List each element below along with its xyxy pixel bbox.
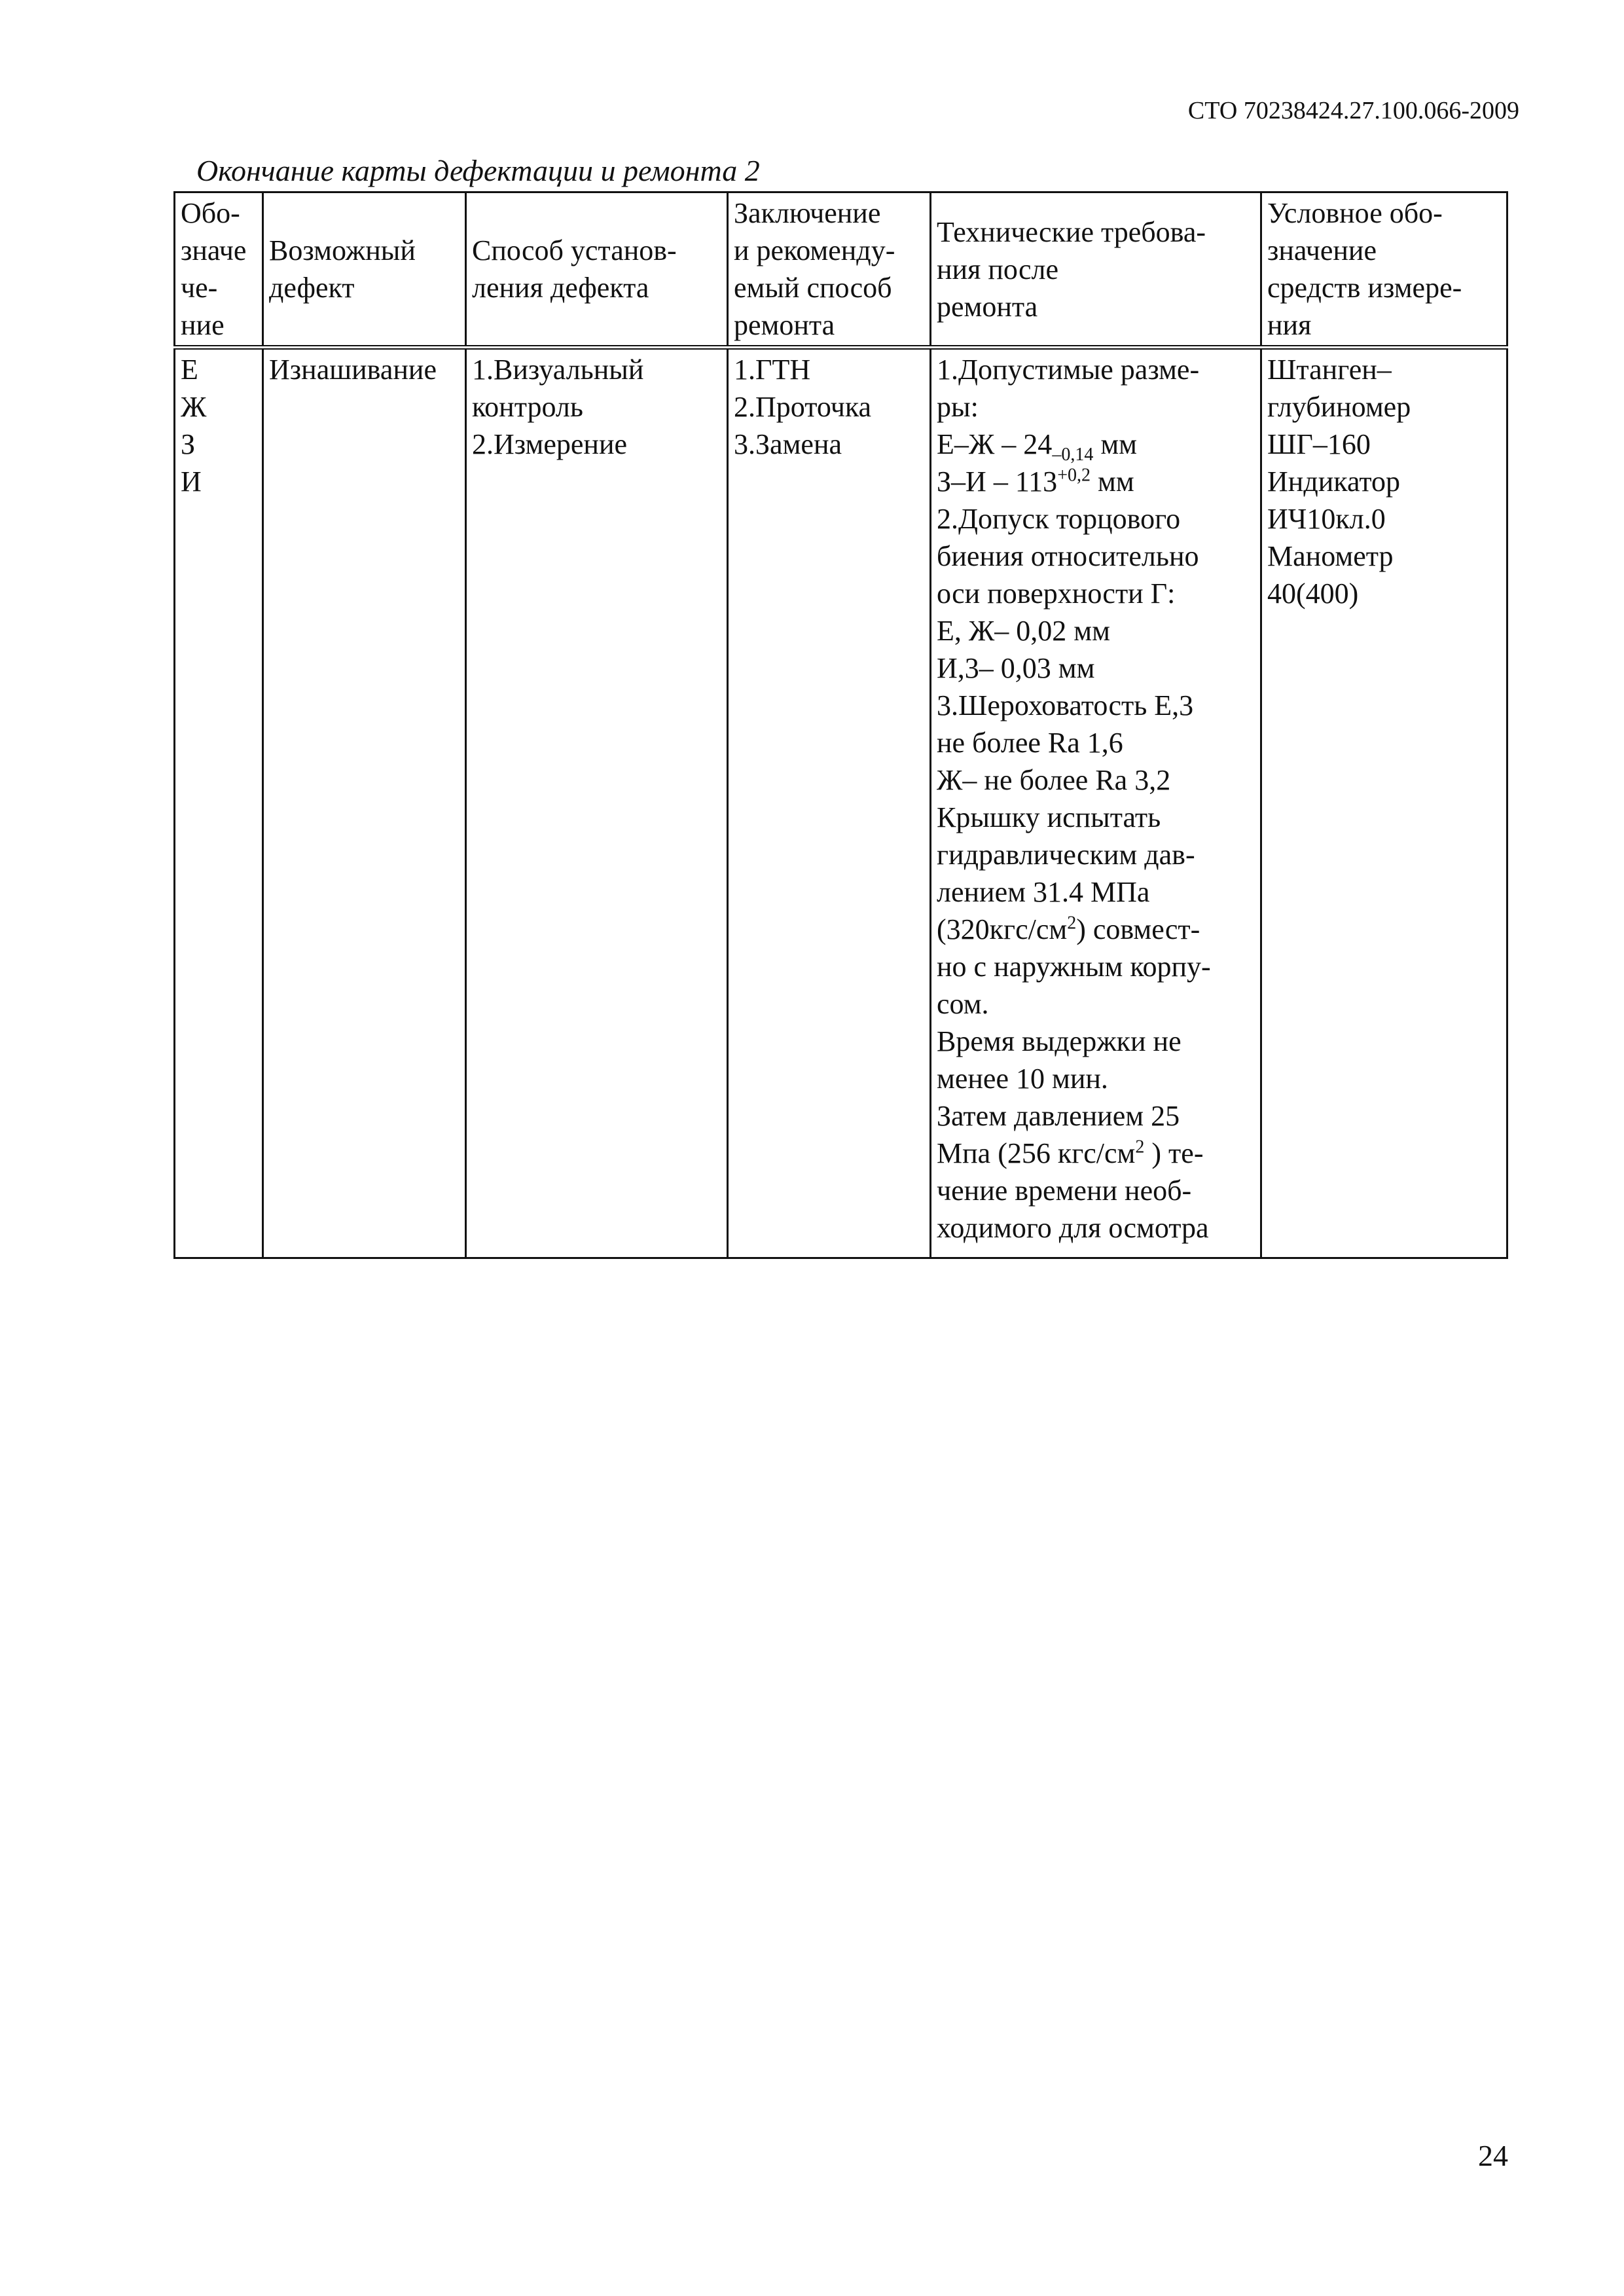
header-line: значение	[1267, 234, 1377, 266]
cell-line: менее 10 мин.	[937, 1063, 1108, 1095]
cell-line: 2.Допуск торцового	[937, 503, 1181, 535]
tolerance-base: З–И – 113	[937, 465, 1058, 498]
document-code: СТО 70238424.27.100.066-2009	[1187, 97, 1519, 124]
text-part: ) совмест-	[1076, 913, 1200, 945]
table-caption: Окончание карты дефектации и ремонта 2	[196, 154, 760, 187]
cell-line: З	[181, 428, 196, 460]
tolerance-upper: +0,2	[1057, 465, 1091, 486]
cell-method	[466, 348, 728, 1258]
cell-line: 1.Допустимые разме-	[937, 354, 1200, 386]
header-line: ления дефекта	[472, 272, 649, 304]
header-measurement-instruments	[1261, 192, 1507, 348]
table-row	[175, 348, 1507, 1258]
header-line: Заключение	[734, 197, 881, 229]
tolerance-base: Е–Ж – 24	[937, 428, 1053, 460]
cell-line: лением 31.4 МПа	[937, 876, 1150, 908]
cell-conclusion	[728, 348, 931, 1258]
superscript: 2	[1135, 1137, 1145, 1157]
cell-line: оси поверхности Г:	[937, 577, 1176, 610]
header-line: Обо-	[181, 197, 240, 229]
cell-line-pressure-unit	[937, 1135, 1255, 1172]
header-line: Условное обо-	[1267, 197, 1443, 229]
cell-line: 3.Шероховатость Е,3	[937, 689, 1194, 721]
cell-line-tolerance-zi	[937, 463, 1255, 500]
cell-line: Манометр	[1267, 540, 1394, 572]
cell-line: И	[181, 465, 202, 498]
header-line: Способ установ-	[472, 234, 677, 266]
cell-line: сом.	[937, 988, 989, 1020]
header-line: и рекоменду-	[734, 234, 895, 266]
cell-line: Затем давлением 25	[937, 1100, 1180, 1132]
header-line: ремонта	[734, 309, 835, 341]
cell-defect	[263, 348, 466, 1258]
cell-line: Ж	[181, 391, 207, 423]
cell-line: 3.Замена	[734, 428, 842, 460]
header-possible-defect	[263, 192, 466, 348]
cell-line: ШГ–160	[1267, 428, 1371, 460]
table-header-row	[175, 192, 1507, 348]
cell-line: Изнашивание	[269, 354, 437, 386]
cell-line: Штанген–	[1267, 354, 1392, 386]
header-detection-method	[466, 192, 728, 348]
header-line: ние	[181, 309, 225, 341]
header-line: че-	[181, 272, 218, 304]
cell-line: не более Ra 1,6	[937, 727, 1123, 759]
text-part: ) те-	[1144, 1137, 1204, 1169]
cell-line: И,3– 0,03 мм	[937, 652, 1095, 684]
cell-line: Е, Ж– 0,02 мм	[937, 615, 1110, 647]
cell-line: Ж– не более Ra 3,2	[937, 764, 1171, 796]
header-line: ния после	[937, 253, 1058, 285]
cell-instruments	[1261, 348, 1507, 1258]
header-line: ремонта	[937, 290, 1038, 323]
cell-line: 2.Проточка	[734, 391, 872, 423]
cell-line: контроль	[472, 391, 583, 423]
header-designation	[175, 192, 263, 348]
header-line: Технические требова-	[937, 215, 1206, 248]
header-line: емый способ	[734, 272, 892, 304]
page-number: 24	[1478, 2139, 1508, 2172]
header-line: дефект	[269, 272, 355, 304]
cell-line: чение времени необ-	[937, 1175, 1192, 1207]
text-part: Мпа (256 кгс/см	[937, 1137, 1136, 1169]
cell-line: 2.Измерение	[472, 428, 628, 460]
cell-line: ры:	[937, 391, 979, 423]
header-conclusion	[728, 192, 931, 348]
cell-line-tolerance-ezh	[937, 426, 1255, 463]
cell-line: 1.ГТН	[734, 354, 811, 386]
cell-line: ИЧ10кл.0	[1267, 503, 1386, 535]
cell-line: Е	[181, 354, 198, 386]
header-line: значе	[181, 234, 247, 266]
cell-line: ходимого для осмотра	[937, 1212, 1209, 1244]
superscript: 2	[1067, 913, 1077, 934]
tolerance-lower: –0,14	[1052, 444, 1094, 465]
cell-line-pressure-unit	[937, 911, 1255, 948]
cell-line: 40(400)	[1267, 577, 1359, 610]
text-part: (320кгс/см	[937, 913, 1068, 945]
tolerance-unit: мм	[1093, 428, 1137, 460]
cell-line: гидравлическим дав-	[937, 839, 1195, 871]
header-line: ния	[1267, 309, 1312, 341]
cell-line: Время выдержки не	[937, 1025, 1182, 1057]
defect-repair-table	[173, 191, 1508, 1259]
cell-line: 1.Визуальный	[472, 354, 644, 386]
cell-line: глубиномер	[1267, 391, 1411, 423]
cell-line: Крышку испытать	[937, 801, 1161, 833]
tolerance-unit: мм	[1090, 465, 1134, 498]
cell-line: но с наружным корпу-	[937, 951, 1211, 983]
cell-line: биения относительно	[937, 540, 1199, 572]
cell-designation	[175, 348, 263, 1258]
cell-technical-requirements	[931, 348, 1261, 1258]
header-line: Возможный	[269, 234, 416, 266]
header-line: средств измере-	[1267, 272, 1462, 304]
header-technical-requirements	[931, 192, 1261, 348]
cell-line: Индикатор	[1267, 465, 1401, 498]
